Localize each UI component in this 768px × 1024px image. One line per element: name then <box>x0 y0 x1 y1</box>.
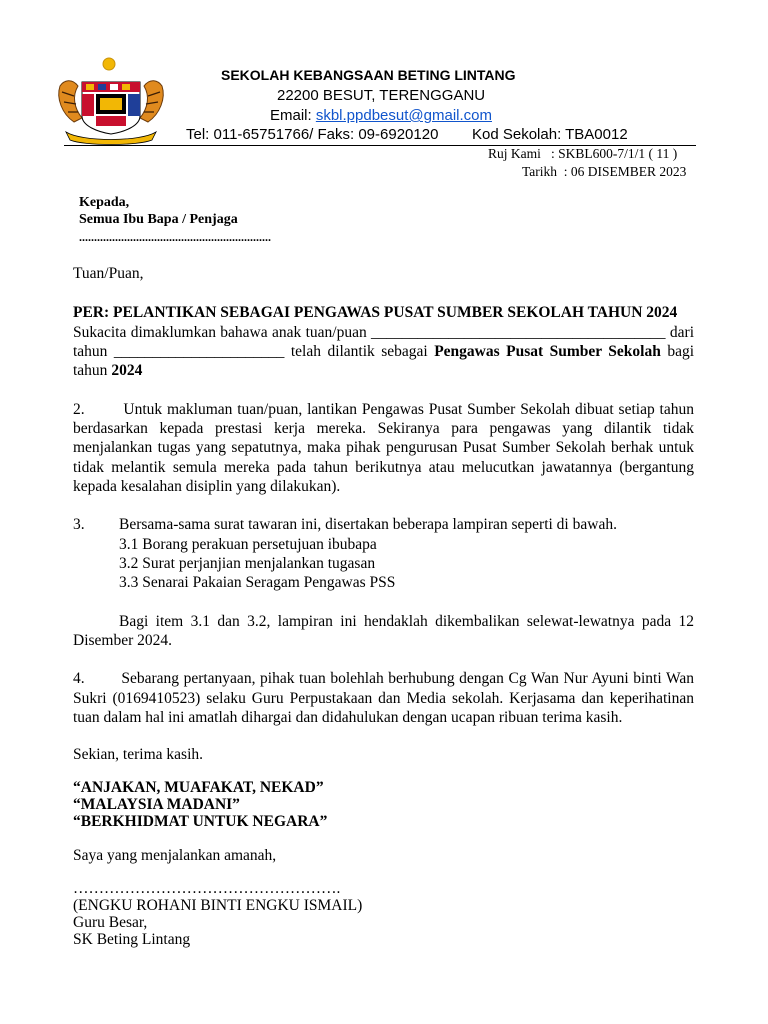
list-item: 3.1 Borang perakuan persetujuan ibubapa <box>119 536 377 553</box>
recipient-address-dots: ................................................................ <box>79 230 271 244</box>
subject-line: PER: PELANTIKAN SEBAGAI PENGAWAS PUSAT SUMBER SEKOLAH TAHUN 2024 <box>73 304 678 321</box>
tarikh-label: Tarikh <box>522 164 558 179</box>
recipient-heading: Kepada, <box>79 195 130 210</box>
email-line <box>270 107 492 124</box>
school-name: SEKOLAH KEBANGSAAN BETING LINTANG <box>221 67 516 83</box>
tarikh-value: : 06 DISEMBER 2023 <box>563 164 687 179</box>
para2-line4: tidak melantik semula mereka pada tahun berikutnya atau melucutkan jawatannya (bergantung <box>73 459 694 476</box>
coat-of-arms-logo <box>52 56 170 146</box>
signatory-school: SK Beting Lintang <box>73 931 191 948</box>
para3-note-line1: Bagi item 3.1 dan 3.2, lampiran ini hendaklah dikembalikan selewat-lewatnya pada 12 <box>119 613 694 630</box>
email-link[interactable]: skbl.ppdbesut@gmail.com <box>315 107 492 124</box>
para2-line5: kepada kesalahan disiplin yang dilakukan). <box>73 478 341 495</box>
signature-intro: Saya yang menjalankan amanah, <box>73 847 277 864</box>
para3-number: 3. <box>73 516 85 533</box>
signature-dots: ……………………………………………. <box>73 880 341 897</box>
list-item: 3.3 Senarai Pakaian Seragam Pengawas PSS <box>119 574 396 591</box>
para4-line1: 4. Sebarang pertanyaan, pihak tuan bolehlah berhubung dengan Cg Wan Nur Ayuni binti Wan <box>73 670 694 687</box>
para1-line2-a: tahun ______________________ telah dilantik sebagai <box>73 343 435 360</box>
para4-line3: tuan dalam hal ini amatlah dihargai dan didahulukan dengan ucapan ribuan terima kasih. <box>73 709 623 726</box>
para1-line2-bold: Pengawas Pusat Sumber Sekolah <box>434 343 661 360</box>
motto-3: “BERKHIDMAT UNTUK NEGARA” <box>73 813 328 830</box>
closing: Sekian, terima kasih. <box>73 746 203 763</box>
para1-line2 <box>73 343 694 361</box>
reference-number <box>488 146 677 162</box>
salutation: Tuan/Puan, <box>73 265 144 282</box>
date-line <box>522 164 686 180</box>
signatory-name: (ENGKU ROHANI BINTI ENGKU ISMAIL) <box>73 897 363 914</box>
para1-line2-c: bagi <box>660 343 695 360</box>
para4-line2: Sukri (0169410523) selaku Guru Perpustakaan dan Media sekolah. Kerjasama dan keperihatinan <box>73 690 694 707</box>
para3-text: Bersama-sama surat tawaran ini, disertakan beberapa lampiran seperti di bawah. <box>119 516 617 533</box>
para1-year: 2024 <box>111 362 143 379</box>
para1-line3-a: tahun <box>73 362 112 379</box>
para2-line3: menjalankan tugas yang sepatutnya, maka pihak pengurusan Pusat Sumber Sekolah berhak untuk <box>73 439 694 456</box>
recipient-name: Semua Ibu Bapa / Penjaga <box>79 212 238 227</box>
email-label: Email: <box>270 107 316 124</box>
list-item: 3.2 Surat perjanjian menjalankan tugasan <box>119 555 376 572</box>
para3-note-line2: Disember 2024. <box>73 632 173 649</box>
school-address: 22200 BESUT, TERENGGANU <box>277 87 486 104</box>
para1-line1: Sukacita dimaklumkan bahawa anak tuan/puan ______________________________________ dari <box>73 324 694 341</box>
ruj-label: Ruj Kami <box>488 146 541 161</box>
para2-line1: 2. Untuk makluman tuan/puan, lantikan Pengawas Pusat Sumber Sekolah dibuat setiap tahun <box>73 401 694 418</box>
signatory-title: Guru Besar, <box>73 914 148 931</box>
para1-line3 <box>73 362 142 380</box>
para2-line2: berdasarkan kepada prestasi kerja mereka. Sekiranya para pengawas yang dilantik tidak <box>73 420 694 437</box>
motto-2: “MALAYSIA MADANI” <box>73 796 240 813</box>
motto-1: “ANJAKAN, MUAFAKAT, NEKAD” <box>73 779 324 796</box>
tel-fax: Tel: 011-65751766/ Faks: 09-6920120 <box>186 126 439 143</box>
ruj-value: : SKBL600-7/1/1 ( 11 ) <box>551 146 678 161</box>
school-code: Kod Sekolah: TBA0012 <box>472 126 628 143</box>
